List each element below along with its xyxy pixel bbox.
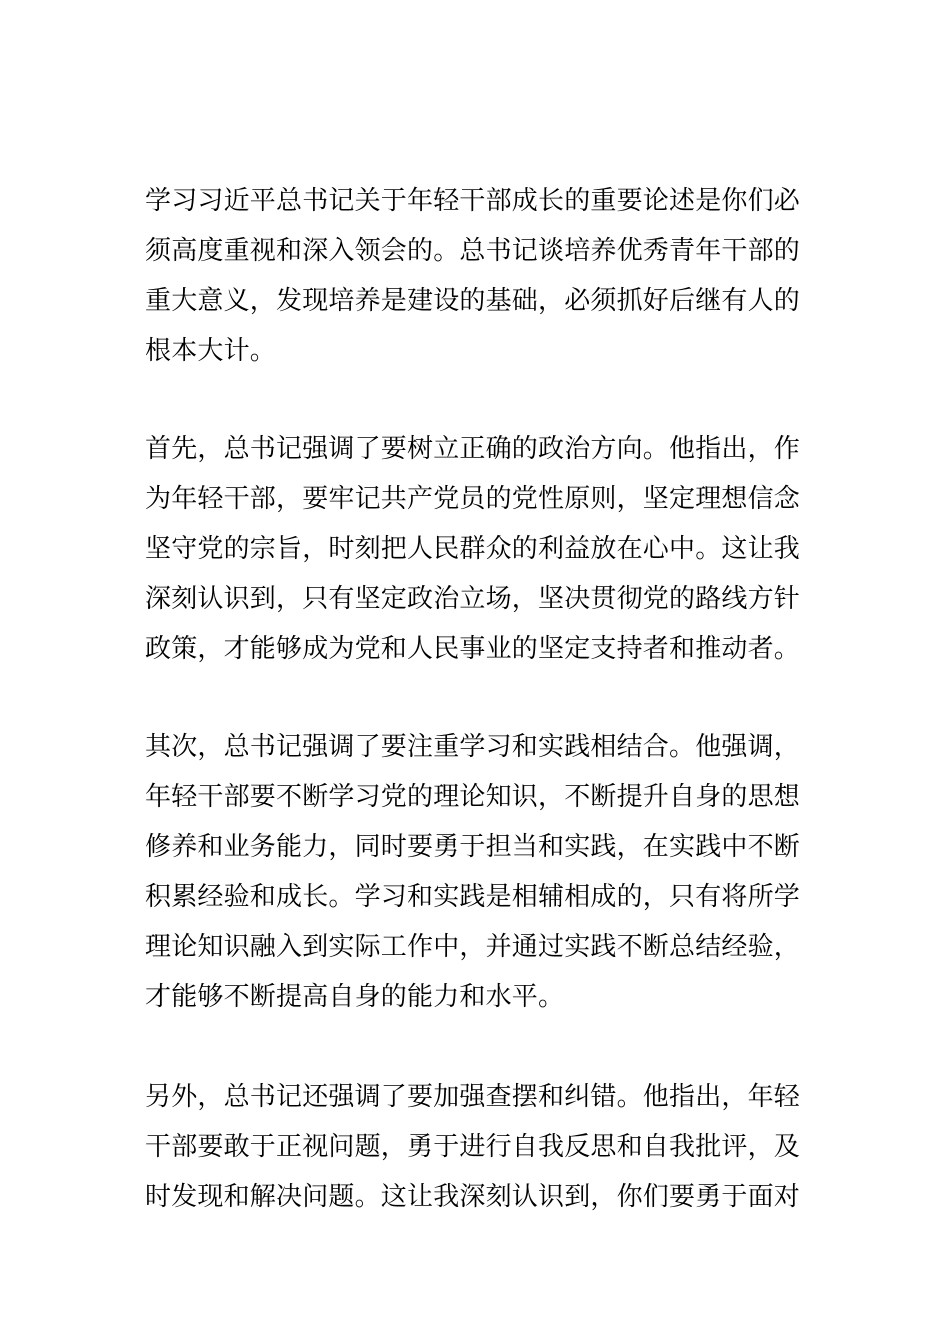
text-line: 时发现和解决问题。这让我深刻认识到，你们要勇于面对 [145, 1182, 801, 1212]
text-line: 干部要敢于正视问题，勇于进行自我反思和自我批评，及 [145, 1132, 801, 1162]
text-line: 修养和业务能力，同时要勇于担当和实践，在实践中不断 [145, 832, 801, 862]
text-line: 重大意义，发现培养是建设的基础，必须抓好后继有人的 [145, 286, 801, 316]
text-line: 积累经验和成长。学习和实践是相辅相成的，只有将所学 [145, 882, 801, 912]
text-line: 学习习近平总书记关于年轻干部成长的重要论述是你们必 [145, 186, 801, 216]
text-line: 坚守党的宗旨，时刻把人民群众的利益放在心中。这让我 [145, 534, 801, 564]
text-line: 年轻干部要不断学习党的理论知识，不断提升自身的思想 [145, 782, 801, 812]
text-line: 为年轻干部，要牢记共产党员的党性原则，坚定理想信念 [145, 484, 801, 514]
paragraph-2 [145, 424, 825, 674]
text-line: 才能够不断提高自身的能力和水平。 [145, 982, 565, 1012]
text-line: 须高度重视和深入领会的。总书记谈培养优秀青年干部的 [145, 236, 801, 266]
text-line: 首先，总书记强调了要树立正确的政治方向。他指出，作 [145, 434, 801, 464]
text-line: 另外，总书记还强调了要加强查摆和纠错。他指出，年轻 [145, 1082, 801, 1112]
paragraph-4 [145, 1072, 825, 1222]
paragraph-1 [145, 176, 825, 376]
text-line: 政策，才能够成为党和人民事业的坚定支持者和推动者。 [145, 634, 801, 664]
text-line: 深刻认识到，只有坚定政治立场，坚决贯彻党的路线方针 [145, 584, 801, 614]
text-line: 根本大计。 [145, 336, 277, 366]
text-line: 理论知识融入到实际工作中，并通过实践不断总结经验， [145, 932, 801, 962]
text-line: 其次，总书记强调了要注重学习和实践相结合。他强调， [145, 732, 801, 762]
paragraph-3 [145, 722, 825, 1022]
